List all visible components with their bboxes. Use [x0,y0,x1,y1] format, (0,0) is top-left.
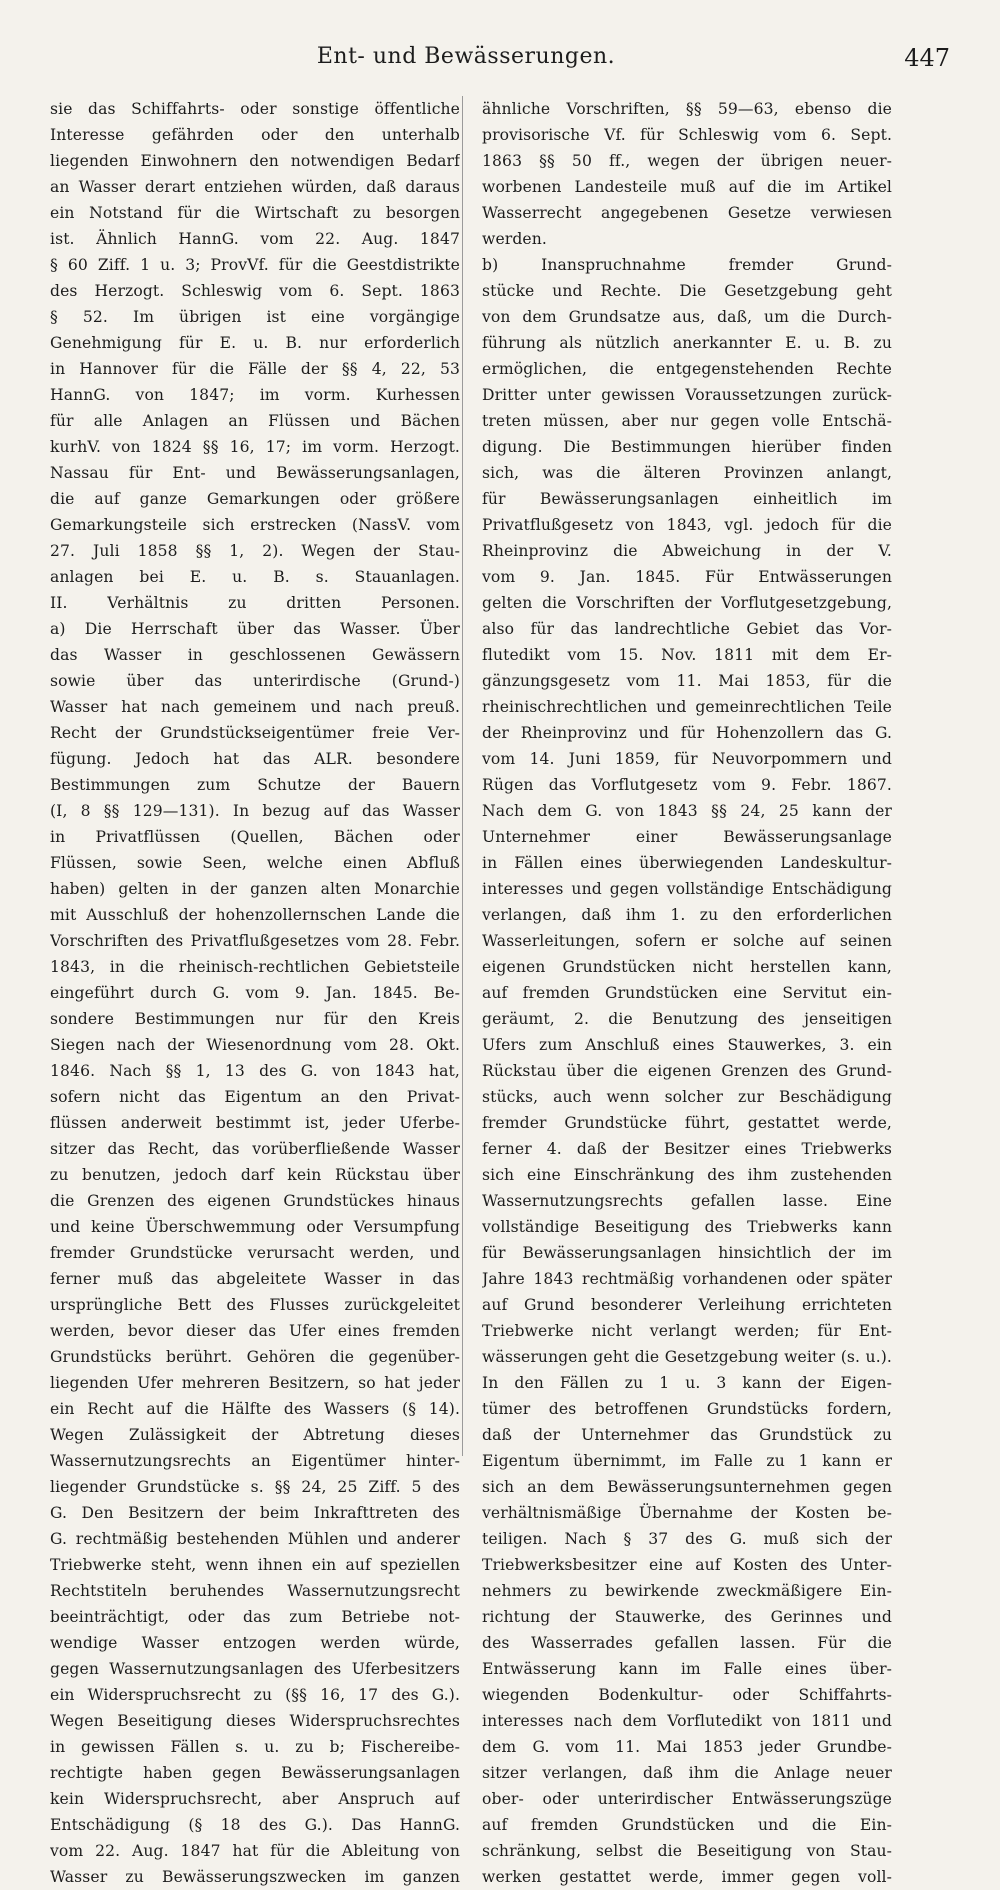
text-line: Wasser zu Bewässerungszwecken im ganzen [50,1868,460,1886]
text-line: führung als nützlich anerkannter E. u. B. zu [482,334,892,352]
text-line: sowie über das unterirdische (Grund-) [50,672,460,690]
text-line: sondere Bestimmungen nur für den Kreis [50,1010,460,1028]
text-line: interesses nach dem Vorflutedikt von 1811 und [482,1712,892,1730]
text-line: Entwässerung kann im Falle eines über- [482,1660,892,1678]
text-line: und keine Überschwemmung oder Versumpfung [50,1218,460,1236]
text-line: auf Grund besonderer Verleihung errichteten [482,1296,892,1314]
running-head [50,44,950,80]
text-line: wiegenden Bodenkultur- oder Schiffahrts- [482,1686,892,1704]
text-line: Wasserrecht angegebenen Gesetze verwiesen [482,204,892,222]
text-line: § 52. Im übrigen ist eine vorgängige [50,308,460,326]
text-line: Siegen nach der Wiesenordnung vom 28. Okt. [50,1036,460,1054]
text-line: Ufers zum Anschluß eines Stauwerkes, 3. ein [482,1036,892,1054]
text-line: ferner muß das abgeleitete Wasser in das [50,1270,460,1288]
text-line: Vorschriften des Privatflußgesetzes vom 28. Febr. [50,932,460,950]
text-line: Triebwerksbesitzer eine auf Kosten des Unter- [482,1556,892,1574]
text-line: vom 22. Aug. 1847 hat für die Ableitung von [50,1842,460,1860]
text-line: also für das landrechtliche Gebiet das Vor- [482,620,892,638]
text-line: fremder Grundstücke verursacht werden, und [50,1244,460,1262]
text-line: des Herzogt. Schleswig vom 6. Sept. 1863 [50,282,460,300]
text-line: eingeführt durch G. vom 9. Jan. 1845. Be- [50,984,460,1002]
left-text-column [50,96,460,1890]
text-line: werden. [482,230,547,248]
text-line: Wasser hat nach gemeinem und nach preuß. [50,698,460,716]
text-line: das Wasser in geschlossenen Gewässern [50,646,460,664]
text-line: sich an dem Bewässerungsunternehmen gegen [482,1478,892,1496]
text-line: richtung der Stauwerke, des Gerinnes und [482,1608,892,1626]
text-line: für alle Anlagen an Flüssen und Bächen [50,412,460,430]
text-line: HannG. von 1847; im vorm. Kurhessen [50,386,460,404]
text-line: liegenden Einwohnern den notwendigen Bedarf [50,152,460,170]
text-line: die Grenzen des eigenen Grundstückes hinaus [50,1192,460,1210]
text-line: a) Die Herrschaft über das Wasser. Über [50,620,460,638]
text-line: in Hannover für die Fälle der §§ 4, 22, 53 [50,360,460,378]
text-line: ein Recht auf die Hälfte des Wassers (§ 14). [50,1400,460,1418]
text-line: liegender Grundstücke s. §§ 24, 25 Ziff. 5 des [50,1478,460,1496]
text-line: Bestimmungen zum Schutze der Bauern [50,776,460,794]
page-title: Ent- und Bewässerungen. [316,44,616,69]
text-line: auf fremden Grundstücken und die Ein- [482,1816,892,1834]
text-line: ein Widerspruchsrecht zu (§§ 16, 17 des G.). [50,1686,460,1704]
text-line: Rügen das Vorflutgesetz vom 9. Febr. 1867. [482,776,892,794]
text-line: des Wasserrades gefallen lassen. Für die [482,1634,892,1652]
text-line: gegen Wassernutzungsanlagen des Uferbesitzers [50,1660,460,1678]
text-line: ähnliche Vorschriften, §§ 59—63, ebenso die [482,100,892,118]
text-line: In den Fällen zu 1 u. 3 kann der Eigen- [482,1374,892,1392]
text-line: werken gestattet werde, immer gegen voll- [482,1868,892,1886]
text-line: sich eine Einschränkung des ihm zustehenden [482,1166,892,1184]
text-line: ursprüngliche Bett des Flusses zurückgeleitet [50,1296,460,1314]
text-line: in Fällen eines überwiegenden Landeskultur- [482,854,892,872]
text-line: in Privatflüssen (Quellen, Bächen oder [50,828,460,846]
text-line: Privatflußgesetz von 1843, vgl. jedoch für die [482,516,892,534]
text-line: werden, bevor dieser das Ufer eines fremden [50,1322,460,1340]
text-line: Nassau für Ent- und Bewässerungsanlagen, [50,464,460,482]
text-line: ist. Ähnlich HannG. vom 22. Aug. 1847 [50,230,460,248]
page-number: 447 [904,44,950,72]
text-line: Grundstücks berührt. Gehören die gegenüber- [50,1348,460,1366]
text-line: nehmers zu bewirkende zweckmäßigere Ein- [482,1582,892,1600]
text-line: 1843, in die rheinisch-rechtlichen Gebietsteile [50,958,460,976]
text-line: § 60 Ziff. 1 u. 3; ProvVf. für die Geestdistrikte [50,256,460,274]
text-line: fügung. Jedoch hat das ALR. besondere [50,750,460,768]
text-line: in gewissen Fällen s. u. zu b; Fischereibe- [50,1738,460,1756]
text-line: b) Inanspruchnahme fremder Grund- [482,256,892,274]
text-line: auf fremden Grundstücken eine Servitut ein- [482,984,892,1002]
right-text-column [482,96,892,1890]
text-line: dem G. vom 11. Mai 1853 jeder Grundbe- [482,1738,892,1756]
text-line: sofern nicht das Eigentum an den Privat- [50,1088,460,1106]
text-line: haben) gelten in der ganzen alten Monarchie [50,880,460,898]
text-line: Flüssen, sowie Seen, welche einen Abfluß [50,854,460,872]
text-line: flüssen anderweit bestimmt ist, jeder Uferbe- [50,1114,460,1132]
text-line: beeinträchtigt, oder das zum Betriebe not- [50,1608,460,1626]
text-line: mit Ausschluß der hohenzollernschen Lande die [50,906,460,924]
text-line: Wegen Beseitigung dieses Widerspruchsrechtes [50,1712,460,1730]
text-line: Rheinprovinz die Abweichung in der V. [482,542,892,560]
text-line: rechtigte haben gegen Bewässerungsanlagen [50,1764,460,1782]
text-line: kein Widerspruchsrecht, aber Anspruch auf [50,1790,460,1808]
text-line: vom 9. Jan. 1845. Für Entwässerungen [482,568,892,586]
text-line: Entschädigung (§ 18 des G.). Das HannG. [50,1816,460,1834]
text-line: sitzer das Recht, das vorüberfließende Wasser [50,1140,460,1158]
text-line: Dritter unter gewissen Voraussetzungen zurück- [482,386,892,404]
text-line: sitzer verlangen, daß ihm die Anlage neuer [482,1764,892,1782]
text-line: Eigentum übernimmt, im Falle zu 1 kann er [482,1452,892,1470]
text-line: Rückstau über die eigenen Grenzen des Grund- [482,1062,892,1080]
text-line: für Bewässerungsanlagen hinsichtlich der im [482,1244,892,1262]
text-line: vollständige Beseitigung des Triebwerks kann [482,1218,892,1236]
text-line: liegenden Ufer mehreren Besitzern, so hat jeder [50,1374,460,1392]
text-line: anlagen bei E. u. B. s. Stauanlagen. [50,568,460,586]
text-line: zu benutzen, jedoch darf kein Rückstau über [50,1166,460,1184]
text-line: provisorische Vf. für Schleswig vom 6. Sept. [482,126,892,144]
text-line: von dem Grundsatze aus, daß, um die Durch- [482,308,892,326]
text-line: stücke und Rechte. Die Gesetzgebung geht [482,282,892,300]
text-line: ober- oder unterirdischer Entwässerungszüge [482,1790,892,1808]
text-line: verlangen, daß ihm 1. zu den erforderlichen [482,906,892,924]
text-line: Rechtstiteln beruhendes Wassernutzungsrecht [50,1582,460,1600]
column-divider [462,96,463,1456]
text-line: wässerungen geht die Gesetzgebung weiter (s. u.). [482,1348,892,1366]
text-line: 1863 §§ 50 ff., wegen der übrigen neuer- [482,152,892,170]
text-line: wendige Wasser entzogen werden würde, [50,1634,460,1652]
text-line: Triebwerke steht, wenn ihnen ein auf speziellen [50,1556,460,1574]
text-line: Nach dem G. von 1843 §§ 24, 25 kann der [482,802,892,820]
text-line: Wasserleitungen, sofern er solche auf seinen [482,932,892,950]
text-line: digung. Die Bestimmungen hierüber finden [482,438,892,456]
text-line: ermöglichen, die entgegenstehenden Rechte [482,360,892,378]
text-line: die auf ganze Gemarkungen oder größere [50,490,460,508]
text-line: treten müssen, aber nur gegen volle Entschä- [482,412,892,430]
text-line: gänzungsgesetz vom 11. Mai 1853, für die [482,672,892,690]
text-line: Genehmigung für E. u. B. nur erforderlich [50,334,460,352]
text-line: Wegen Zulässigkeit der Abtretung dieses [50,1426,460,1444]
text-line: Jahre 1843 rechtmäßig vorhandenen oder später [482,1270,892,1288]
text-line: Triebwerke nicht verlangt werden; für Ent- [482,1322,892,1340]
text-line: ein Notstand für die Wirtschaft zu besorgen [50,204,460,222]
text-line: schränkung, selbst die Beseitigung von Stau- [482,1842,892,1860]
text-line: der Rheinprovinz und für Hohenzollern das G. [482,724,892,742]
text-line: II. Verhältnis zu dritten Personen. [50,594,460,612]
text-line: vom 14. Juni 1859, für Neuvorpommern und [482,750,892,768]
text-line: daß der Unternehmer das Grundstück zu [482,1426,892,1444]
text-line: sich, was die älteren Provinzen anlangt, [482,464,892,482]
text-line: Gemarkungsteile sich erstrecken (NassV. vom [50,516,460,534]
text-line: tümer des betroffenen Grundstücks fordern, [482,1400,892,1418]
text-line: interesses und gegen vollständige Entschädigung [482,880,892,898]
text-line: (I, 8 §§ 129—131). In bezug auf das Wasser [50,802,460,820]
text-line: worbenen Landesteile muß auf die im Artikel [482,178,892,196]
text-line: 1846. Nach §§ 1, 13 des G. von 1843 hat, [50,1062,460,1080]
text-line: ferner 4. daß der Besitzer eines Triebwerks [482,1140,892,1158]
text-line: teiligen. Nach § 37 des G. muß sich der [482,1530,892,1548]
text-line: stücks, auch wenn solcher zur Beschädigung [482,1088,892,1106]
text-line: verhältnismäßige Übernahme der Kosten be- [482,1504,892,1522]
text-line: Wassernutzungsrechts an Eigentümer hinter- [50,1452,460,1470]
text-line: Wassernutzungsrechts gefallen lasse. Eine [482,1192,892,1210]
text-line: fremder Grundstücke führt, gestattet werde, [482,1114,892,1132]
text-line: 27. Juli 1858 §§ 1, 2). Wegen der Stau- [50,542,460,560]
text-line: Recht der Grundstückseigentümer freie Ver- [50,724,460,742]
text-line: Interesse gefährden oder den unterhalb [50,126,460,144]
text-line: an Wasser derart entziehen würden, daß daraus [50,178,460,196]
text-line: G. Den Besitzern der beim Inkrafttreten des [50,1504,460,1522]
text-line: Unternehmer einer Bewässerungsanlage [482,828,892,846]
text-line: G. rechtmäßig bestehenden Mühlen und anderer [50,1530,460,1548]
text-line: flutedikt vom 15. Nov. 1811 mit dem Er- [482,646,892,664]
text-line: kurhV. von 1824 §§ 16, 17; im vorm. Herzogt. [50,438,460,456]
text-line: gelten die Vorschriften der Vorflutgesetzgebung, [482,594,892,612]
text-line: für Bewässerungsanlagen einheitlich im [482,490,892,508]
text-line: eigenen Grundstücken nicht herstellen kann, [482,958,892,976]
text-line: geräumt, 2. die Benutzung des jenseitigen [482,1010,892,1028]
text-line: rheinischrechtlichen und gemeinrechtlichen Teile [482,698,892,716]
text-line: sie das Schiffahrts- oder sonstige öffentliche [50,100,460,118]
